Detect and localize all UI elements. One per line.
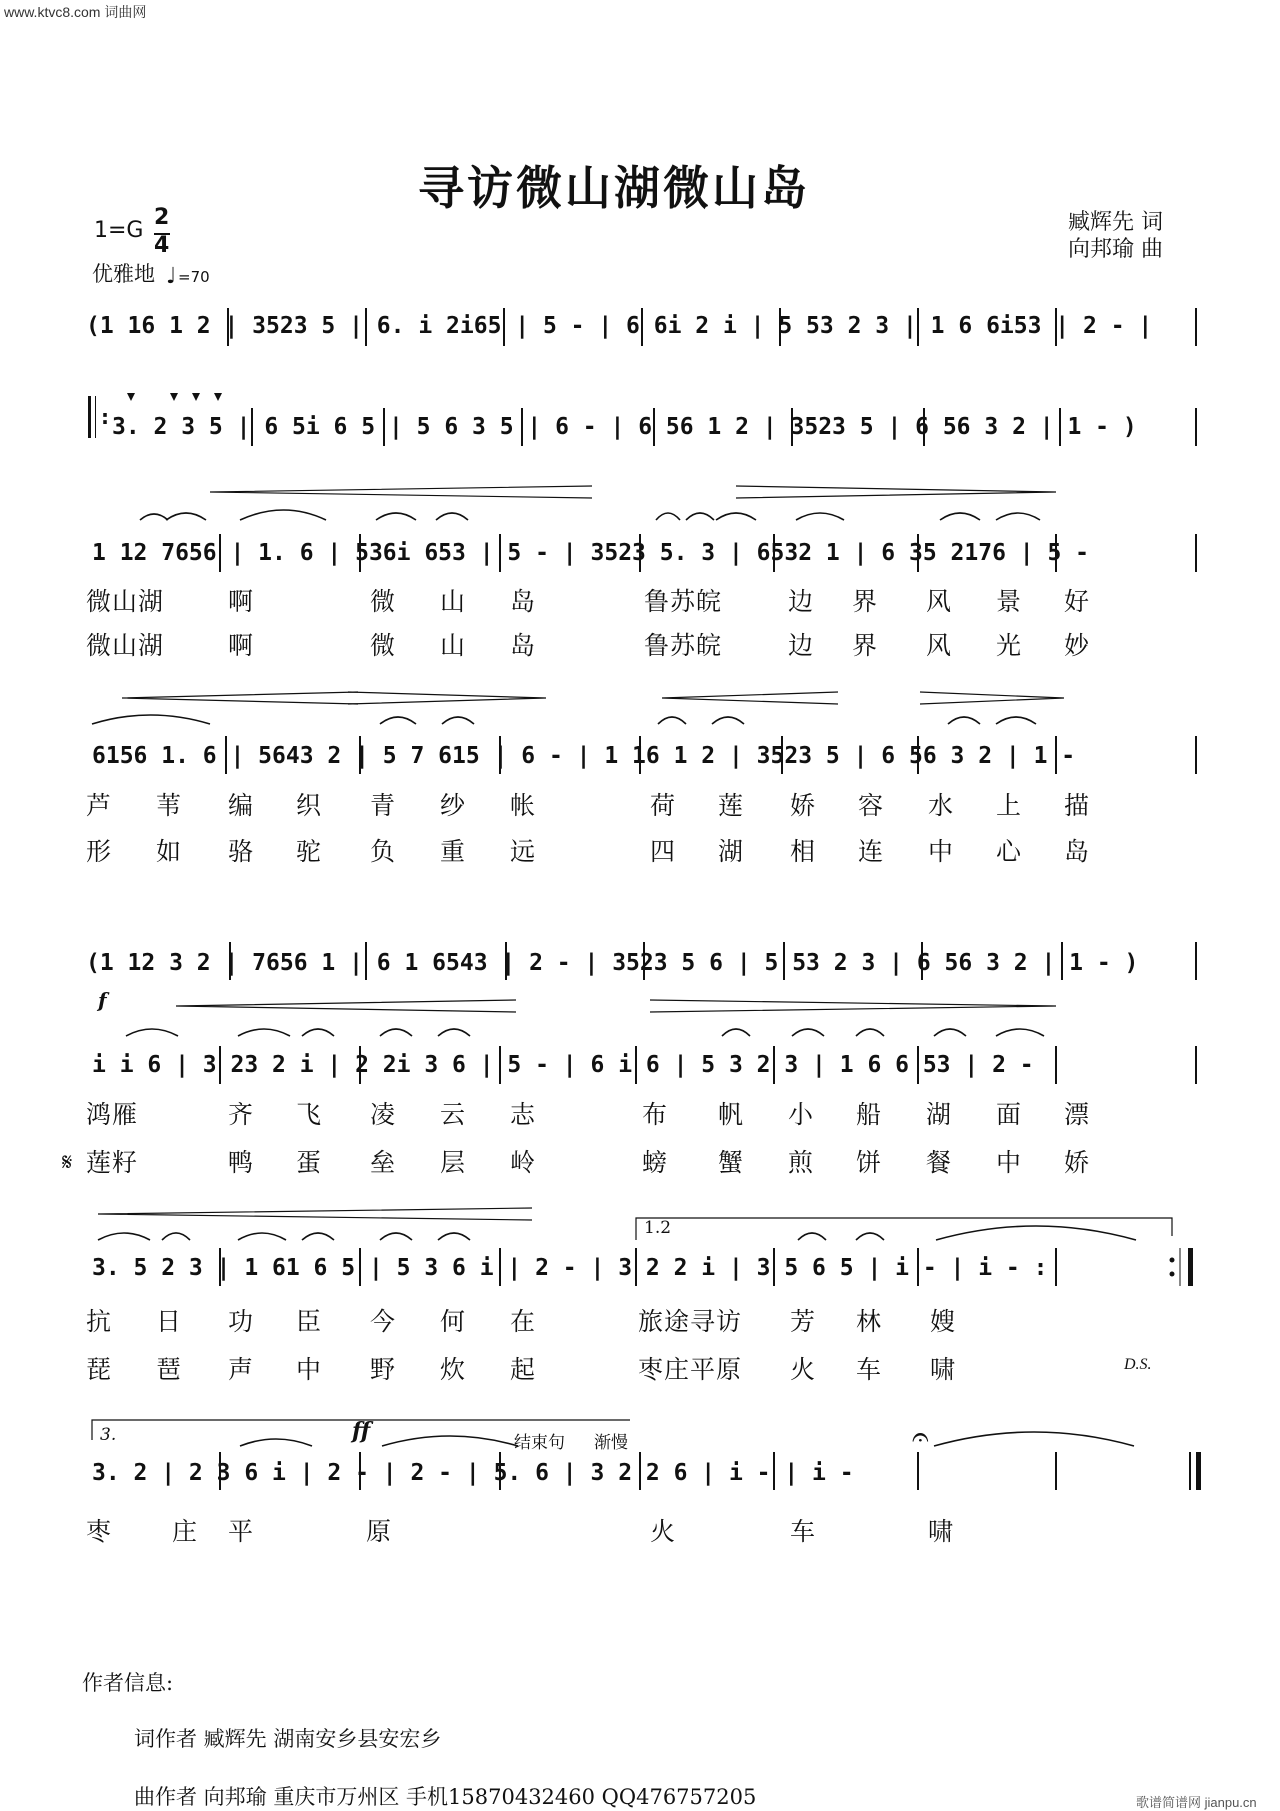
lyric: 林 <box>856 1307 883 1336</box>
lyric: 相 <box>790 837 817 866</box>
author-info-heading: 作者信息: <box>82 1671 174 1695</box>
lyric: 芦 <box>86 791 113 820</box>
lyric: 臣 <box>296 1307 323 1336</box>
lyric: 旅途寻访 <box>638 1307 743 1336</box>
ritardando-mark: 渐慢 <box>594 1433 628 1453</box>
ending-phrase-mark: 结束句 <box>514 1433 565 1453</box>
lyric: 妙 <box>1064 631 1091 660</box>
lyric: 风 <box>926 631 953 660</box>
lyric: 风 <box>926 587 953 616</box>
lyric: 布 <box>642 1100 669 1129</box>
lyric: 湖 <box>926 1100 953 1129</box>
tempo-marking: 优雅地 <box>92 262 155 286</box>
lyric: 如 <box>156 837 183 866</box>
dynamic-fortissimo: ff <box>352 1418 371 1444</box>
key-signature: 1=G <box>94 218 144 243</box>
lyric: 青 <box>370 791 397 820</box>
lyric: 岛 <box>510 631 537 660</box>
lyric: 抗 <box>86 1307 113 1336</box>
lyric: 娇 <box>1064 1148 1091 1177</box>
lyric: 中 <box>928 837 955 866</box>
lyric: 面 <box>996 1100 1023 1129</box>
volta-1-2-label: 1.2 <box>644 1218 672 1238</box>
lyric: 琵 <box>86 1355 113 1384</box>
lyric: 日 <box>156 1307 183 1336</box>
lyric: 鲁苏皖 <box>644 587 723 616</box>
lyric: 湖 <box>718 837 745 866</box>
lyric: 岛 <box>1064 837 1091 866</box>
lyric: 枣 <box>86 1517 113 1546</box>
lyric: 负 <box>370 837 397 866</box>
time-signature-top: 2 <box>154 205 170 230</box>
quarter-note-icon: ♩ <box>166 264 177 289</box>
lyricist-credit: 臧辉先 词 <box>1068 210 1163 235</box>
lyric: 鸿雁 <box>86 1100 139 1129</box>
lyric: 垒 <box>370 1148 397 1177</box>
lyric: 起 <box>510 1355 537 1384</box>
lyric: 描 <box>1064 791 1091 820</box>
lyric: 志 <box>510 1100 537 1129</box>
lyric: 光 <box>996 631 1023 660</box>
lyric: 荷 <box>650 791 677 820</box>
lyric: 景 <box>996 587 1023 616</box>
lyric: 帆 <box>718 1100 745 1129</box>
lyric: 鲁苏皖 <box>644 631 723 660</box>
lyric: 上 <box>996 791 1023 820</box>
lyric: 微山湖 <box>86 587 165 616</box>
lyric: 帐 <box>510 791 537 820</box>
lyric: 今 <box>370 1307 397 1336</box>
lyric: 枣庄平原 <box>638 1355 743 1384</box>
lyric: 芳 <box>790 1307 817 1336</box>
lyric: 啸 <box>930 1355 957 1384</box>
lyric: 船 <box>856 1100 883 1129</box>
repeat-dots: : <box>101 405 109 429</box>
lyric: 车 <box>856 1355 883 1384</box>
lyric: 煎 <box>788 1148 815 1177</box>
lyric: 莲籽 <box>86 1148 139 1177</box>
composer-credit: 向邦瑜 曲 <box>1068 237 1163 262</box>
lyric: 重 <box>440 837 467 866</box>
lyric: 螃 <box>642 1148 669 1177</box>
verse2-notes: 6156 1. 6 | 5643 2 | 5 7 615 | 6 - | 1 16 1 2 | 3523 5 | 6 56 3 2 | 1 - <box>92 743 1076 769</box>
lyric: 功 <box>228 1307 255 1336</box>
lyric: 琶 <box>156 1355 183 1384</box>
lyric: 野 <box>370 1355 397 1384</box>
lyric: 边 <box>788 587 815 616</box>
lyric: 在 <box>510 1307 537 1336</box>
lyric: 餐 <box>926 1148 953 1177</box>
lyric: 好 <box>1064 587 1091 616</box>
watermark-bottom: 歌谱简谱网 jianpu.cn <box>1136 1795 1257 1810</box>
lyric: 中 <box>296 1355 323 1384</box>
lyric: 车 <box>790 1517 817 1546</box>
composer-info: 曲作者 向邦瑜 重庆市万州区 手机15870432460 QQ476757205 <box>134 1785 757 1809</box>
volta-3-label: 3. <box>100 1425 117 1445</box>
lyric: 岭 <box>510 1148 537 1177</box>
dynamic-forte: f <box>98 988 107 1012</box>
time-signature-bottom: 4 <box>154 233 170 258</box>
lyric: 嫂 <box>930 1307 957 1336</box>
lyric: 心 <box>996 837 1023 866</box>
lyric: 娇 <box>790 791 817 820</box>
lyric: 齐 <box>228 1100 255 1129</box>
lyric: 火 <box>790 1355 817 1384</box>
lyric: 炊 <box>440 1355 467 1384</box>
lyric: 界 <box>852 587 879 616</box>
song-title: 寻访微山湖微山岛 <box>418 161 810 215</box>
lyric: 何 <box>440 1307 467 1336</box>
lyric: 岛 <box>510 587 537 616</box>
lyric: 骆 <box>228 837 255 866</box>
lyric: 层 <box>440 1148 467 1177</box>
lyric: 鸭 <box>228 1148 255 1177</box>
lyric: 飞 <box>296 1100 323 1129</box>
verse1-notes: 1 12 7656 | 1. 6 | 536i 653 | 5 - | 3523 5. 3 | 6532 1 | 6 35 2176 | 5 - <box>92 540 1089 566</box>
intro-line-1: (1 16 1 2 | 3523 5 | 6. i 2i65 | 5 - | 6 6i 2 i | 5 53 2 3 | 1 6 6i53 | 2 - | <box>86 313 1153 339</box>
lyric: 织 <box>296 791 323 820</box>
lyric: 容 <box>858 791 885 820</box>
lyric: 原 <box>366 1517 393 1546</box>
lyric: 中 <box>996 1148 1023 1177</box>
lyric: 声 <box>228 1355 255 1384</box>
lyric: 边 <box>788 631 815 660</box>
lyric: 编 <box>228 791 255 820</box>
lyric: 小 <box>788 1100 815 1129</box>
lyric: 山 <box>440 587 467 616</box>
lyric: 火 <box>650 1517 677 1546</box>
verse3-notes: i i 6 | 3 23 2 i | 2 2i 3 6 | 5 - | 6 i 6 | 5 3 2 3 | 1 6 6 53 | 2 - <box>92 1052 1034 1078</box>
lyric: 啊 <box>228 587 255 616</box>
lyric: 云 <box>440 1100 467 1129</box>
lyricist-info: 词作者 臧辉先 湖南安乡县安宏乡 <box>134 1727 442 1751</box>
tempo-value: =70 <box>178 268 210 286</box>
lyric: 界 <box>852 631 879 660</box>
lyric: 庄 <box>172 1517 199 1546</box>
lyric: 形 <box>86 837 113 866</box>
lyric: 驼 <box>296 837 323 866</box>
lyric: 漂 <box>1064 1100 1091 1129</box>
fermata-icon: 𝄐 <box>912 1420 929 1455</box>
lyric: 啊 <box>228 631 255 660</box>
lyric: 苇 <box>156 791 183 820</box>
lyric: 微 <box>370 587 397 616</box>
lyric: 山 <box>440 631 467 660</box>
lyric: 远 <box>510 837 537 866</box>
lyric: 啸 <box>928 1517 955 1546</box>
lyric: 凌 <box>370 1100 397 1129</box>
lyric: 纱 <box>440 791 467 820</box>
verse4-notes: 3. 5 2 3 | 1 61 6 5 | 5 3 6 i | 2 - | 3 2 2 i | 3 5 6 5 | i - | i - : <box>92 1255 1048 1281</box>
lyric: 微 <box>370 631 397 660</box>
dal-segno-mark: D.S. <box>1124 1356 1152 1373</box>
lyric: 微山湖 <box>86 631 165 660</box>
segno-icon: 𝄋 <box>62 1148 73 1176</box>
lyric: 平 <box>228 1517 255 1546</box>
lyric: 饼 <box>856 1148 883 1177</box>
lyric: 蟹 <box>718 1148 745 1177</box>
intro-line-2: 3. 2 3 5 | 6 5i 6 5 | 5 6 3 5 | 6 - | 6 56 1 2 | 3523 5 | 6 56 3 2 | 1 - ) <box>112 414 1137 440</box>
lyric: 莲 <box>718 791 745 820</box>
lyric: 连 <box>858 837 885 866</box>
interlude-notes: (1 12 3 2 | 7656 1 | 6 1 6543 | 2 - | 3523 5 6 | 5 53 2 3 | 6 56 3 2 | 1 - ) <box>86 950 1139 976</box>
watermark-text: www.ktvc8.com 词曲网 <box>4 4 147 20</box>
lyric: 蛋 <box>296 1148 323 1177</box>
lyric: 四 <box>650 837 677 866</box>
lyric: 水 <box>928 791 955 820</box>
ending-notes: 3. 2 | 2 3 6 i | 2 - | 2 - | 5. 6 | 3 2 2 6 | i - | i - <box>92 1460 854 1486</box>
